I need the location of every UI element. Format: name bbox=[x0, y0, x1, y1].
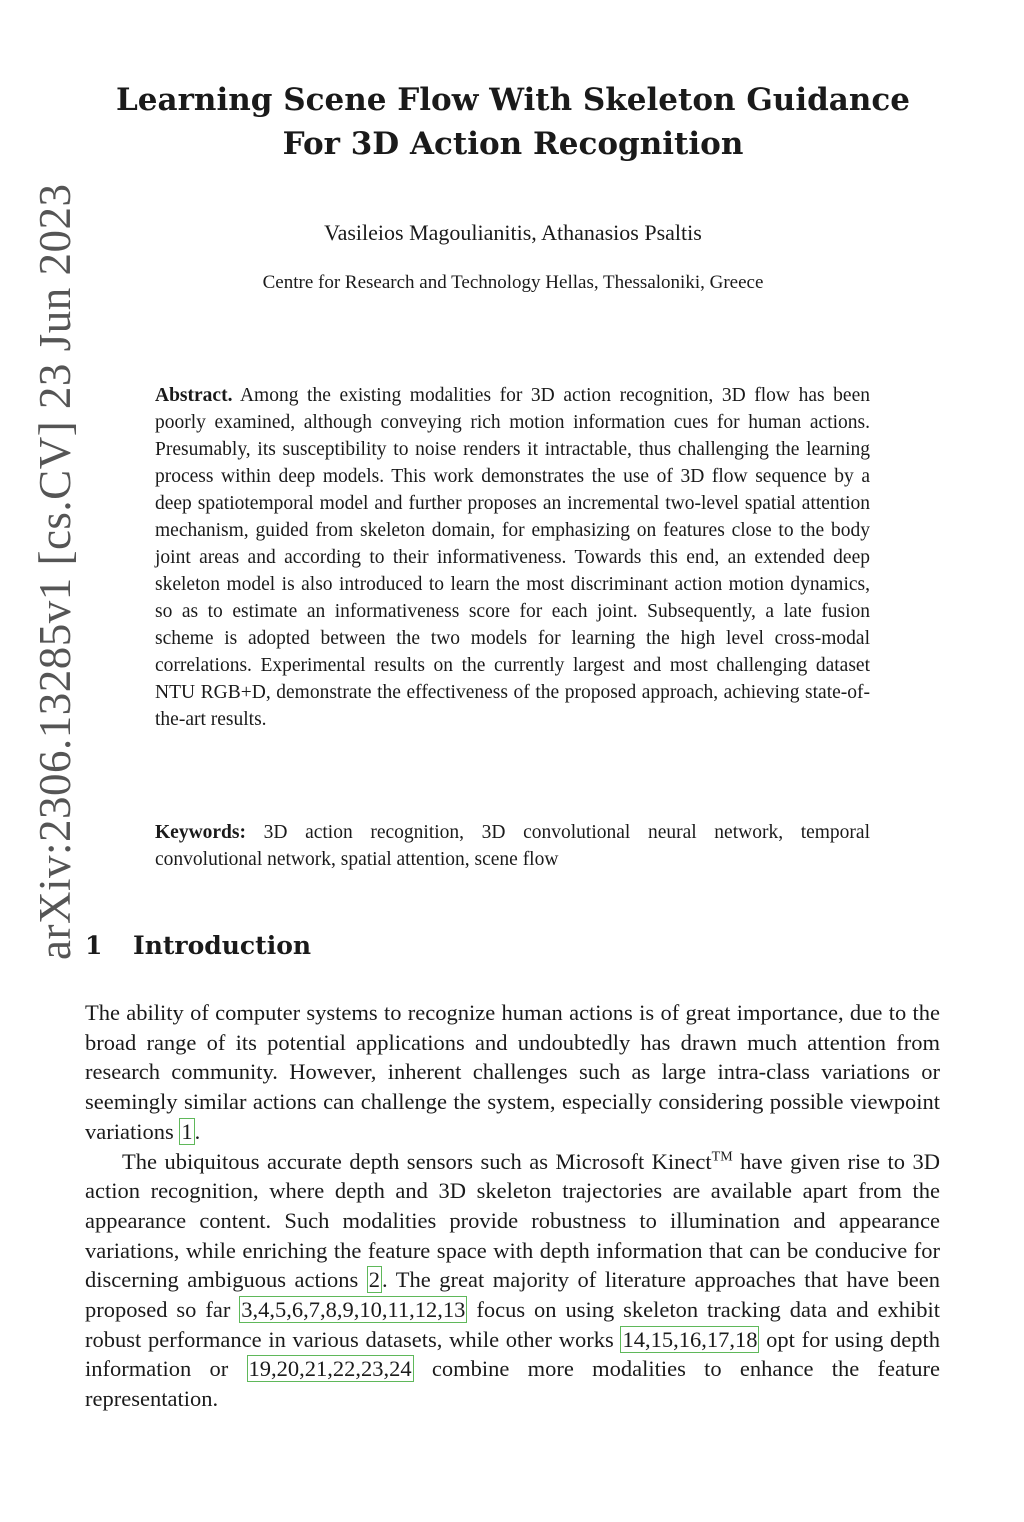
paper-title bbox=[90, 78, 936, 166]
introduction-body bbox=[85, 998, 940, 1414]
abstract-label: Abstract. bbox=[155, 385, 233, 406]
intro-paragraph-1 bbox=[85, 998, 940, 1147]
keywords bbox=[155, 819, 870, 873]
title-line-1: Learning Scene Flow With Skeleton Guidance bbox=[115, 82, 911, 118]
intro-p2-text-b: have given rise to 3D action recognition, where depth and 3D skeleton trajectories are available apart from the appearance content. Such modalities provide robustness to illumination and appearance variations, while enriching the feature space with depth information that can be conducive for discerning ambiguous actions bbox=[85, 1148, 940, 1293]
keywords-label: Keywords: bbox=[155, 822, 246, 843]
intro-p1-text: The ability of computer systems to recognize human actions is of great importance, due to the broad range of its potential applications and undoubtedly has drawn much attention from research community. However, inherent challenges such as large intra-class variations or seemingly similar actions can challenge the system, especially considering possible viewpoint variations bbox=[85, 1000, 940, 1144]
intro-p2-text-f: combine more modalities to enhance the feature representation. bbox=[85, 1356, 940, 1412]
intro-p2-text-a: The ubiquitous accurate depth sensors such as Microsoft Kinect bbox=[122, 1148, 712, 1174]
title-line-2: For 3D Action Recognition bbox=[282, 126, 744, 162]
intro-p1-end: . bbox=[194, 1118, 201, 1144]
citation-link[interactable]: 19,20,21,22,23,24 bbox=[248, 1356, 412, 1382]
citation-link[interactable]: 3,4,5,6,7,8,9,10,11,12,13 bbox=[241, 1297, 466, 1323]
intro-paragraph-2 bbox=[85, 1147, 940, 1414]
trademark-mark: TM bbox=[711, 1149, 733, 1165]
arxiv-identifier: arXiv:2306.13285v1 [cs.CV] 23 Jun 2023 bbox=[30, 183, 80, 960]
authors: Vasileios Magoulianitis, Athanasios Psaltis bbox=[324, 220, 702, 245]
citation-link[interactable]: 14,15,16,17,18 bbox=[622, 1326, 758, 1352]
intro-p2-text-e: opt for using depth information or bbox=[85, 1326, 941, 1382]
citation-link[interactable]: 1 bbox=[181, 1118, 193, 1144]
section-number: 1 bbox=[85, 931, 103, 960]
section-title: Introduction bbox=[133, 931, 312, 960]
citation-link[interactable]: 2 bbox=[368, 1267, 381, 1293]
intro-p2-text-d: focus on using skeleton tracking data and exhibit robust performance in various datasets, while other works bbox=[85, 1297, 941, 1352]
section-heading bbox=[85, 928, 311, 964]
keywords-text: 3D action recognition, 3D convolutional neural network, temporal convolutional network, spatial attention, scene flow bbox=[155, 822, 870, 870]
intro-p2-text-c: . The great majority of literature approaches that have been proposed so far bbox=[85, 1267, 941, 1323]
abstract bbox=[155, 382, 870, 733]
abstract-text: Among the existing modalities for 3D action recognition, 3D flow has been poorly examined, although conveying rich motion information cues for human actions. Presumably, its susceptibility to noise renders it intractable, thus challenging the learning process within deep models. This work demonstrates the use of 3D flow sequence by a deep spatiotemporal model and further proposes an incremental two-level spatial attention mechanism, guided from skeleton domain, for emphasizing on features close to the body joint areas and according to their informativeness. Towards this end, an extended deep skeleton model is also introduced to learn the most discriminant action motion dynamics, so as to estimate an informativeness score for each joint. Subsequently, a late fusion scheme is adopted between the two models for learning the high level cross-modal correlations. Experimental results on the currently largest and most challenging dataset NTU RGB+D, demonstrate the effectiveness of the proposed approach, achieving state-of-the-art results. bbox=[155, 385, 870, 730]
affiliation: Centre for Research and Technology Hellas, Thessaloniki, Greece bbox=[262, 272, 764, 293]
